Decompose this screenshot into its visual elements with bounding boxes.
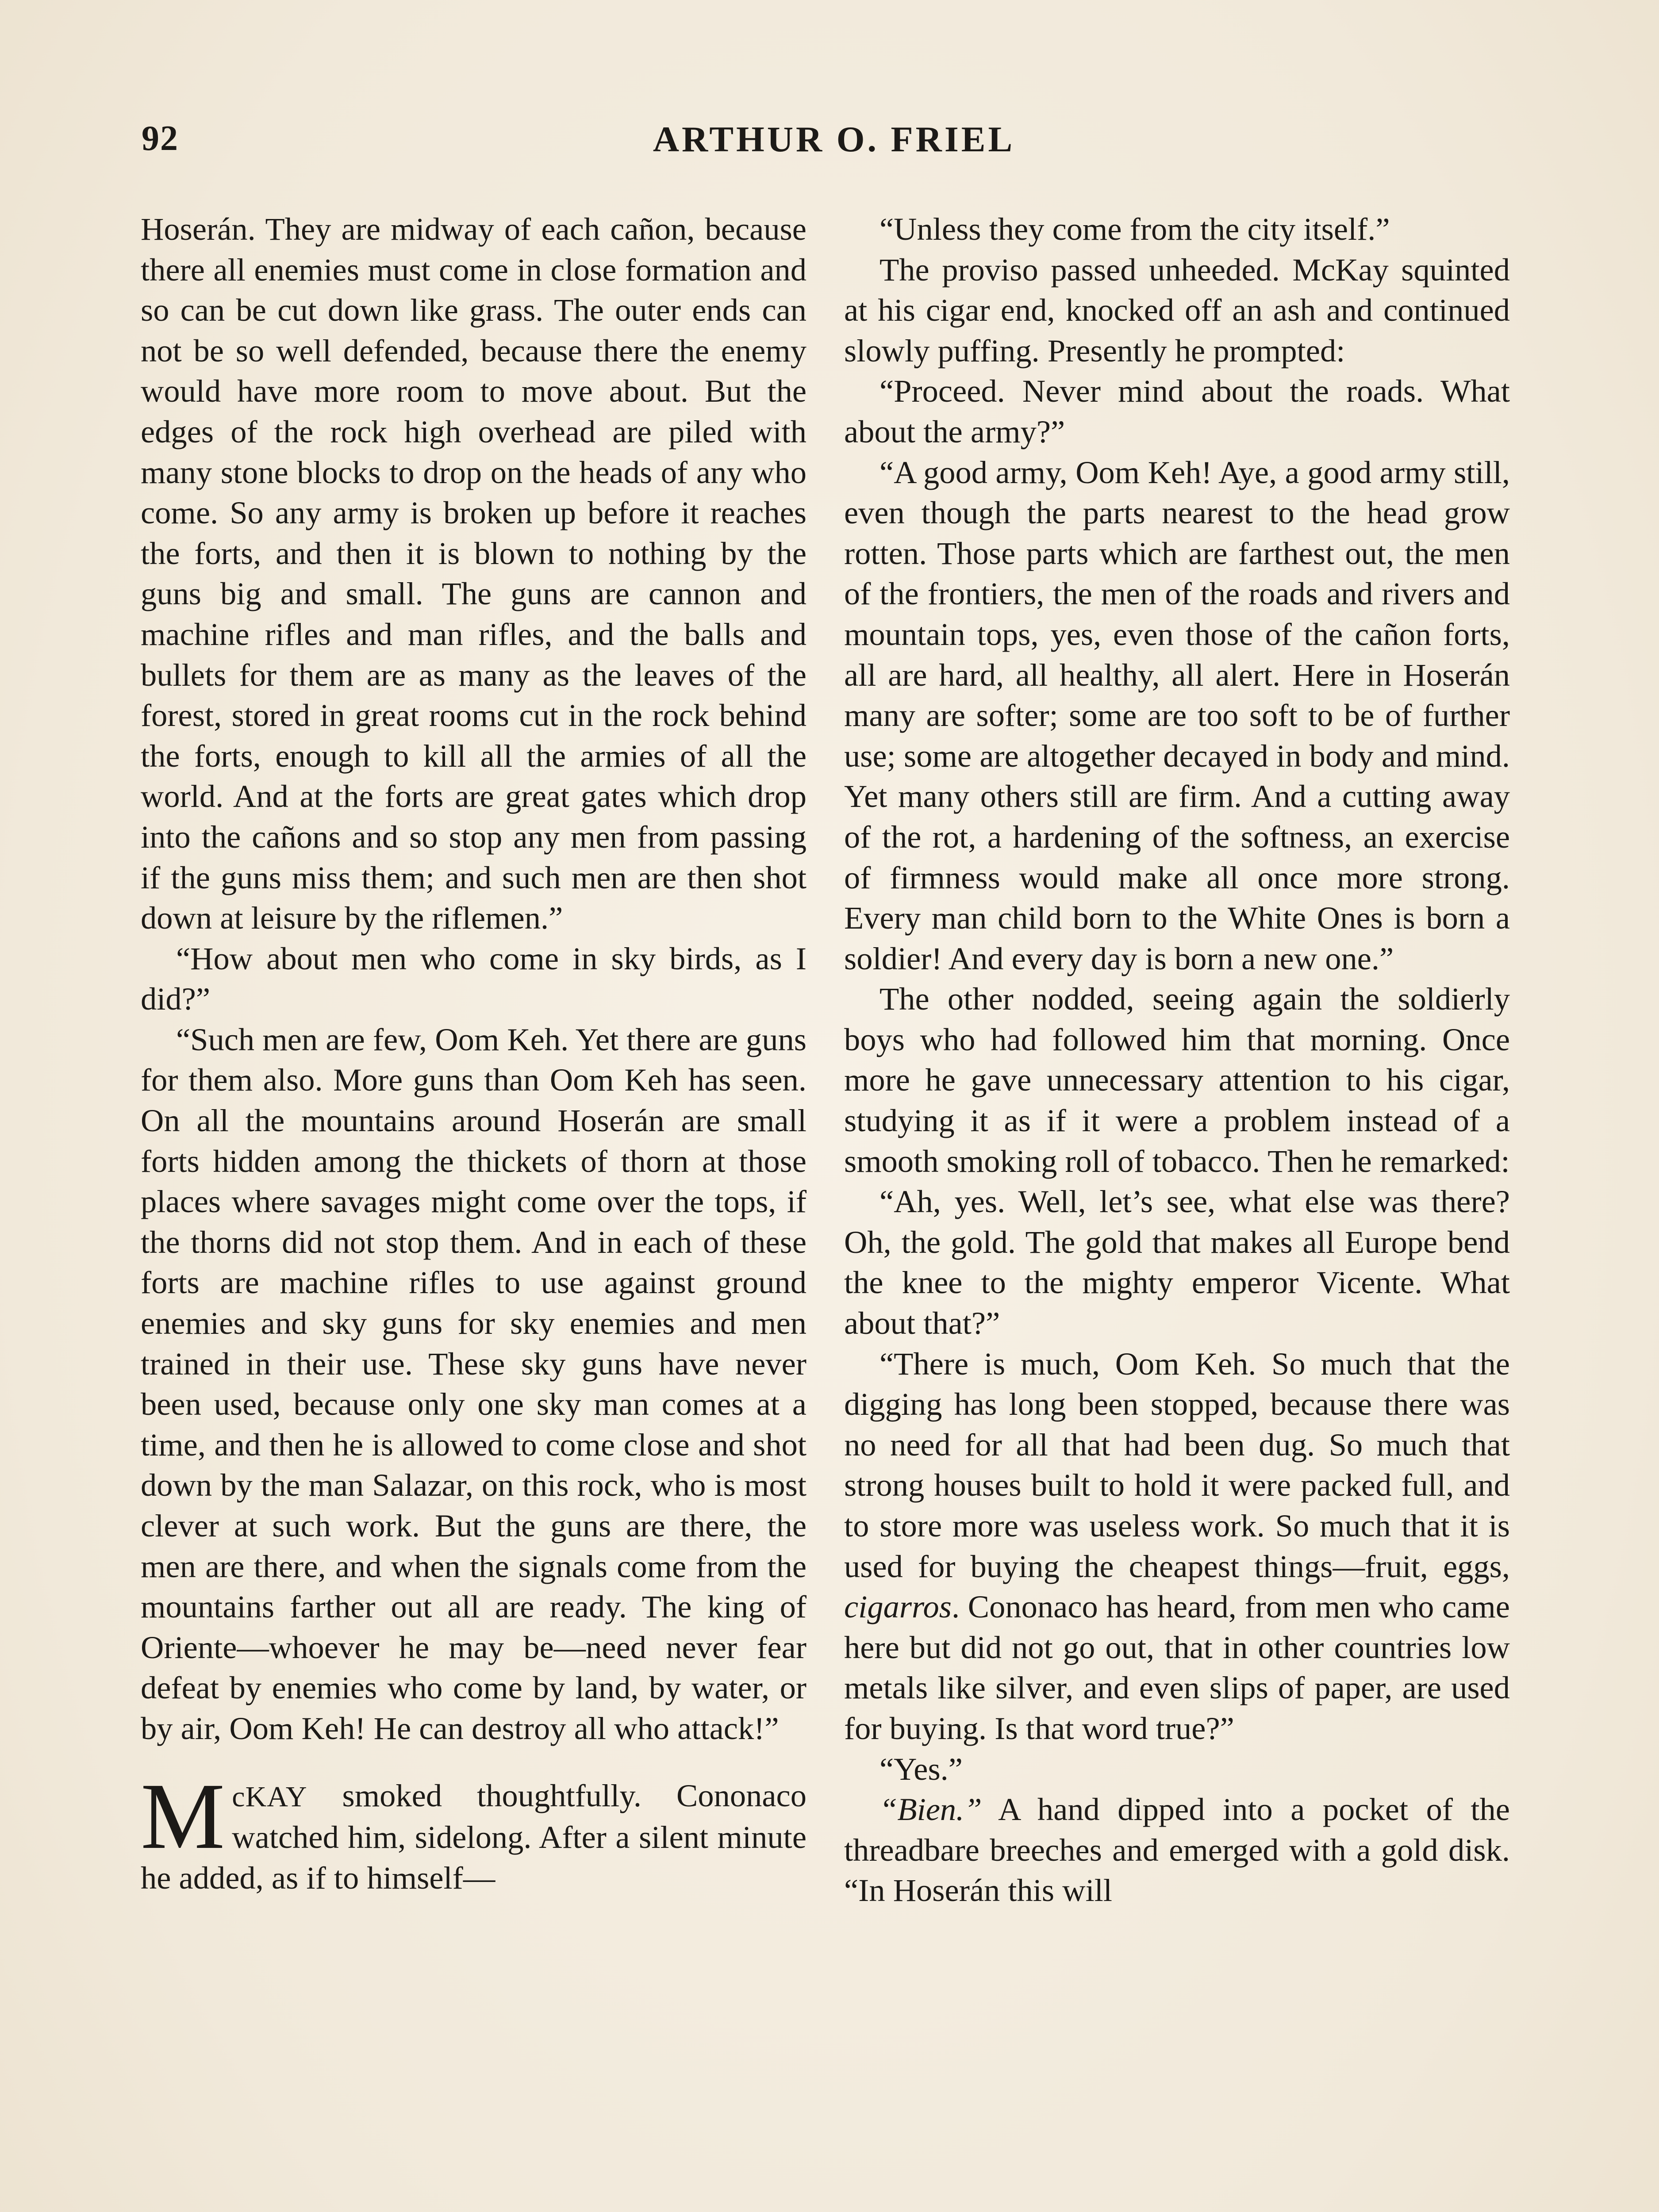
paragraph: “Ah, yes. Well, let’s see, what else was there? Oh, the gold. The gold that makes all Europe bend the knee to the mighty emperor Vicente. What about that?” bbox=[844, 1183, 1510, 1341]
section-lead-word: cKAY bbox=[232, 1780, 307, 1813]
paragraph: “A good army, Oom Keh! Aye, a good army still, even though the parts nearest to the head grow rotten. Those parts which are farthest out, the men of the frontiers, the men of the roads and rivers and mountain tops, yes, even those of the cañon forts, all are hard, all healthy, all alert. Here in Hoserán many are softer; some are too soft to be of further use; some are altogether decayed in body and mind. Yet many others still are firm. And a cutting away of the rot, a hardening of the softness, an exercise of firmness would make all once more strong. Every man child born to the White Ones is born a soldier! And every day is born a new one.” bbox=[844, 454, 1510, 976]
running-head: ARTHUR O. FRIEL bbox=[653, 119, 1015, 159]
page-number: 92 bbox=[142, 119, 179, 158]
paragraph: Hoserán. They are midway of each cañon, because there all enemies must come in close formation and so can be cut down like grass. The outer ends can not be so well defended, because there the enemy would have more room to move about. But the edges of the rock high overhead are piled with many stone blocks to drop on the heads of any who come. So any army is broken up before it reaches the forts, and then it is blown to nothing by the guns big and small. The guns are cannon and machine rifles and man rifles, and the balls and bullets for them are as many as the leaves of the forest, stored in great rooms cut in the rock behind the forts, enough to kill all the armies of all the world. And at the forts are great gates which drop into the cañons and so stop any men from passing if the guns miss them; and such men are then shot down at leisure by the riflemen.” bbox=[141, 211, 806, 936]
section-paragraph bbox=[141, 1763, 806, 1898]
paragraph bbox=[844, 1789, 1510, 1911]
italic-word: cigarros bbox=[844, 1589, 952, 1625]
right-column bbox=[844, 209, 1510, 1911]
paragraph: “Unless they come from the city itself.” bbox=[879, 211, 1390, 247]
text-run: . Cononaco has heard, from men who came here but did not go out, that in other countries low metals like silver, and even slips of paper, are used for buying. Is that word true?” bbox=[844, 1589, 1510, 1746]
paragraph: The other nodded, seeing again the soldierly boys who had followed him that morning. Once more he gave unnecessary attention to his cigar, studying it as if it were a problem instead of a smooth smoking roll of tobacco. Then he remarked: bbox=[844, 981, 1510, 1179]
text-run: “There is much, Oom Keh. So much that the digging has long been stopped, because there was no need for all that had been dug. So much that strong houses built to hold it were packed full, and to store more was useless work. So much that it is used for buying the cheapest things—fruit, eggs, bbox=[844, 1345, 1510, 1584]
paragraph: “Yes.” bbox=[879, 1751, 963, 1787]
left-column bbox=[141, 209, 806, 1898]
paragraph: The proviso passed unheeded. McKay squinted at his cigar end, knocked off an ash and continued slowly puffing. Presently he prompted: bbox=[844, 251, 1510, 369]
paragraph: “How about men who come in sky birds, as I did?” bbox=[141, 940, 806, 1017]
paragraph bbox=[844, 1344, 1510, 1749]
page-header bbox=[142, 119, 1526, 172]
section-text: smoked thoughtfully. Cononaco watched him, sidelong. After a silent minute he added, as if to himself— bbox=[141, 1777, 806, 1896]
paragraph: “Such men are few, Oom Keh. Yet there are guns for them also. More guns than Oom Keh has seen. On all the mountains around Hoserán are small forts hidden among the thickets of thorn at those places where savages might come over the tops, if the thorns did not stop them. And in each of these forts are machine rifles to use against ground enemies and sky guns for sky enemies and men trained in their use. These sky guns have never been used, because only one sky man comes at a time, and then he is allowed to come close and shot down by the man Salazar, on this rock, who is most clever at such work. But the guns are there, the men are there, and when the signals come from the mountains farther out all are ready. The king of Oriente—whoever he may be—need never fear defeat by enemies who come by land, by water, or by air, Oom Keh! He can destroy all who attack!” bbox=[141, 1021, 806, 1746]
italic-word: “Bien.” bbox=[879, 1791, 982, 1828]
text-run: A hand dipped into a pocket of the threadbare breeches and emerged with a gold disk. “In Hoserán this will bbox=[844, 1791, 1510, 1909]
paragraph: “Proceed. Never mind about the roads. What about the army?” bbox=[844, 373, 1510, 449]
drop-cap: M bbox=[141, 1763, 225, 1869]
